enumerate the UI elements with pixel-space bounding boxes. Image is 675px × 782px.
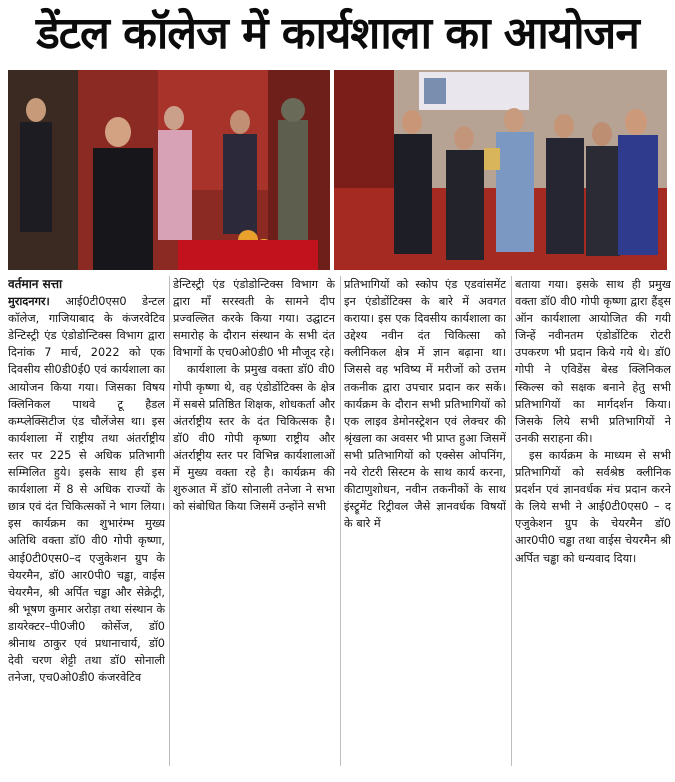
photo-lamp-lighting (8, 70, 330, 270)
article-paragraph: बताया गया। इसके साथ ही प्रमुख वक्ता डॉ0 वी0 गोपी कृष्णा द्वारा हैंड्स ऑन कार्यशाला आयोजित की गयी जिन्हें नवीनतम एंडोडोंटिक रोटरी उपकरण भी प्रदान किये गये थे। डॉ0 गोपी ने एविडेंस बेस्ड क्लिनिकल स्किल्स को सक्षक बनाने हेतु सभी प्रतिभागियों का मार्गदर्शन किया। जिसके लिये सभी प्रतिभागियों ने उनकी सराहना की। (515, 278, 671, 445)
article-paragraph: प्रतिभागियों को स्कोप एंड एडवांसमेंट इन एंडोडोंटिक्स के बारे में अवगत कराया। इस एक दिवसीय कार्यशाला का उद्देश्य नवीन दंत चिकित्सा को क्लीनिकल क्षेत्र में ज्ञान बढ़ाना था। जिससे वह भविष्य में मरीजों को उत्तम तकनीक द्वारा उपचार प्रदान कर सकें। कार्यक्रम के दौरान सभी प्रतिभागियों को एक लाइव डेमोनस्ट्रेशन एवं लेक्चर की श्रृंखला का अवसर भी प्राप्त हुआ जिसमें सभी प्रतिभागियों को एक्सेस ओपनिंग, नये रोटरी सिस्टम के साथ कार्य करना, कीटाणुशोधन, नवीन तकनीकों के साथ इंस्ट्रूमेंट रिट्रीवल जैसे ज्ञानवर्धक विषयों के बारे में (344, 278, 506, 531)
byline: वर्तमान सत्ता (8, 277, 63, 291)
article-paragraph: इस कार्यक्रम के माध्यम से सभी प्रतिभागियों को सर्वश्रेष्ठ क्लीनिक प्रदर्शन एवं ज्ञानवर्धक मंच प्रदान करने के लिये सभी ने आई0टी0एस0 – द एजुकेशन ग्रुप के चेयरमैन डॉ0 आर0पी0 चड्ढा तथा वाईस चेयरमैन श्री अर्पित चड्ढा को धन्यवाद दिया। (515, 448, 671, 565)
dateline: मुरादनगर। (8, 295, 50, 309)
article-column-1 (8, 276, 165, 776)
article-paragraph: आई0टी0एस0 डेन्टल कॉलेज, गाजियाबाद के कंजरवेटिव डेन्टिस्ट्री एंड एंडोडोन्टिक्स विभाग द्वारा दिनांक 7 मार्च, 2022 को एक दिवसीय सी0डी0ई0 एवं कार्यशाला का आयोजन किया गया। जिसका विषय क्लिनिकल पाथवे टू हैडल कम्प्लेक्सिटीज एंड चौलेंजेस था। इस कार्यशाला में राष्ट्रीय तथा अंतर्राष्ट्रीय स्तर पर 225 से अधिक प्रतिभागी सम्मिलित हुये। इसके साथ ही इस कार्यशाला में 8 से अधिक राज्यों के छात्र एवं दंत चिकित्सकों ने भाग लिया। इस कार्यक्रम का शुभारंम्भ मुख्य अतिथि वक्ता डॉ0 वी0 गोपी कृष्णा, आई0टी0एस0–द एजुकेशन ग्रुप के चेयरमैन, डॉ0 आर0पी0 चड्ढा, वाईस चेयरमैन, श्री अर्पित चड्ढा और सेक्रेट्री, श्री भूषण कुमार अरोड़ा तथा संस्थान के डायरेक्टर–पी0जी0 कोर्सेज, डॉ0 श्रीनाथ ठाकुर एवं प्रधानाचार्य, डॉ0 देवी चरण शेट्टी तथा डॉ0 सोनाली तनेजा, एच0ओ0डी0 कंजरवेटिव (8, 295, 165, 685)
article-paragraph: डेन्टिस्ट्री एंड एंडोडोन्टिक्स विभाग के द्वारा माँ सरस्वती के सामने दीप प्रज्वल्लित करके किया गया। उद्घाटन समारोह के दौरान संस्थान के सभी दंत विभागों के एच0ओ0डी0 भी मौजूद रहे। (173, 278, 335, 360)
article-body (8, 276, 669, 776)
article-column-4 (515, 276, 671, 776)
headline: डेंटल कॉलेज में कार्यशाला का आयोजन (36, 8, 639, 59)
photo-group-stage (334, 70, 667, 270)
article-column-3 (344, 276, 506, 776)
article-paragraph: कार्यशाला के प्रमुख वक्ता डॉ0 वी0 गोपी कृष्णा थे, वह एंडोडोंटिक्स के क्षेत्र में सबसे प्रतिष्ठित शिक्षक, शोधकर्ता और अंतर्राष्ट्रीय स्तर के दंत चिकित्सक है। डॉ0 वी0 गोपी कृष्णा राष्ट्रीय और अंतर्राष्ट्रीय स्तर पर विभिन्न कार्यशालाओं में मुख्य वक्ता रहे है। कार्यक्रम की शुरुआत में डॉ0 सोनाली तनेजा ने सभा को संबोधित किया जिसमें उन्होंने सभी (173, 363, 335, 514)
article-column-2 (173, 276, 335, 776)
